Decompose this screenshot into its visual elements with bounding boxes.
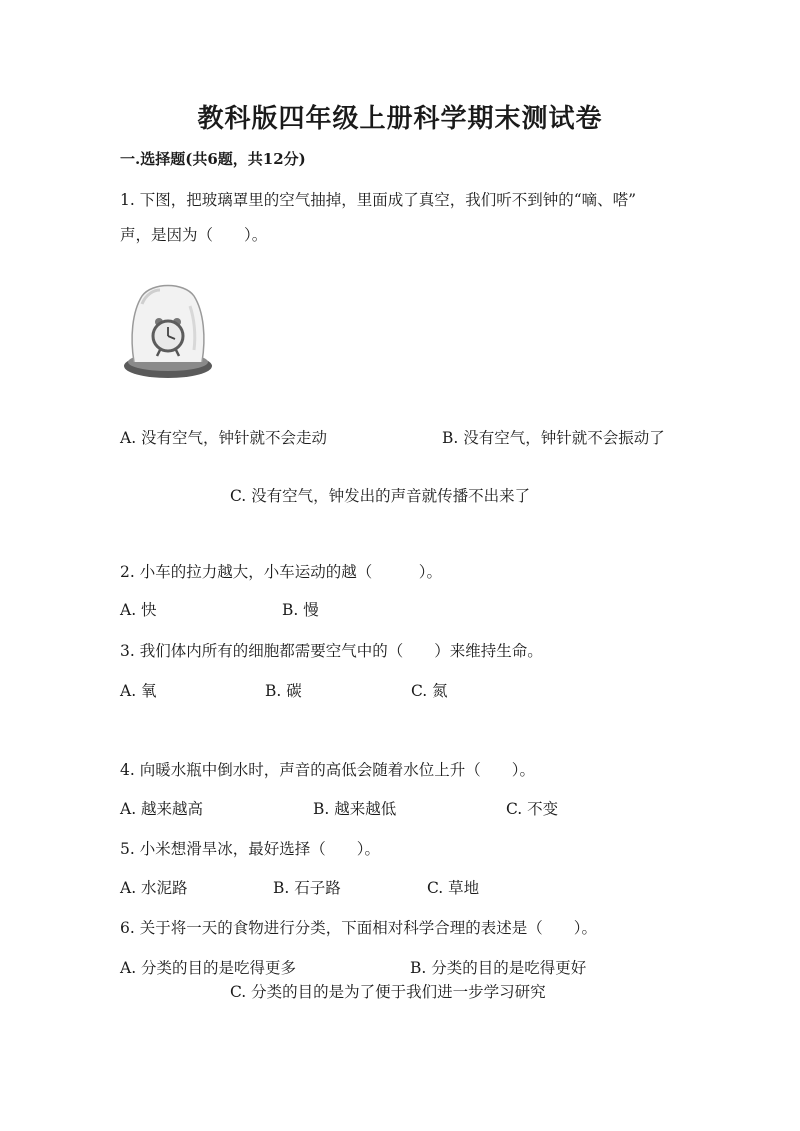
- question-1-option-a[interactable]: A. 没有空气，钟针就不会走动: [120, 429, 328, 447]
- question-4-text: 4. 向暖水瓶中倒水时，声音的高低会随着水位上升（ ）。: [120, 761, 535, 779]
- bell-jar-alarm-clock-icon: [120, 278, 216, 382]
- question-4-option-b[interactable]: B. 越来越低: [313, 800, 397, 818]
- question-1-text-line2: 声，是因为（ ）。: [120, 226, 268, 244]
- section-heading: 一.选择题(共6题，共12分): [120, 150, 306, 168]
- question-4-option-a[interactable]: A. 越来越高: [120, 800, 204, 818]
- question-3-option-a[interactable]: A. 氧: [120, 682, 157, 700]
- question-6-option-a[interactable]: A. 分类的目的是吃得更多: [120, 959, 297, 977]
- page-title: 教科版四年级上册科学期末测试卷: [197, 104, 603, 134]
- question-2-text: 2. 小车的拉力越大，小车运动的越（ ）。: [120, 563, 442, 581]
- question-5-text: 5. 小米想滑旱冰，最好选择（ ）。: [120, 840, 380, 858]
- question-2-option-a[interactable]: A. 快: [120, 601, 157, 619]
- question-4-option-c[interactable]: C. 不变: [506, 800, 559, 818]
- question-6-option-b[interactable]: B. 分类的目的是吃得更好: [410, 959, 587, 977]
- question-1-option-b[interactable]: B. 没有空气，钟针就不会振动了: [442, 429, 665, 447]
- question-6-text: 6. 关于将一天的食物进行分类，下面相对科学合理的表述是（ ）。: [120, 919, 597, 937]
- question-6-option-c[interactable]: C. 分类的目的是为了便于我们进一步学习研究: [230, 983, 546, 1001]
- question-2-option-b[interactable]: B. 慢: [282, 601, 319, 619]
- question-5-option-b[interactable]: B. 石子路: [273, 879, 341, 897]
- question-3-option-c[interactable]: C. 氮: [411, 682, 448, 700]
- question-1-text-line1: 1. 下图，把玻璃罩里的空气抽掉，里面成了真空，我们听不到钟的“嘀、嗒”: [120, 191, 637, 209]
- question-1-option-c[interactable]: C. 没有空气，钟发出的声音就传播不出来了: [230, 487, 531, 505]
- question-5-option-c[interactable]: C. 草地: [427, 879, 480, 897]
- question-5-option-a[interactable]: A. 水泥路: [120, 879, 188, 897]
- question-3-option-b[interactable]: B. 碳: [265, 682, 302, 700]
- question-3-text: 3. 我们体内所有的细胞都需要空气中的（ ）来维持生命。: [120, 642, 543, 660]
